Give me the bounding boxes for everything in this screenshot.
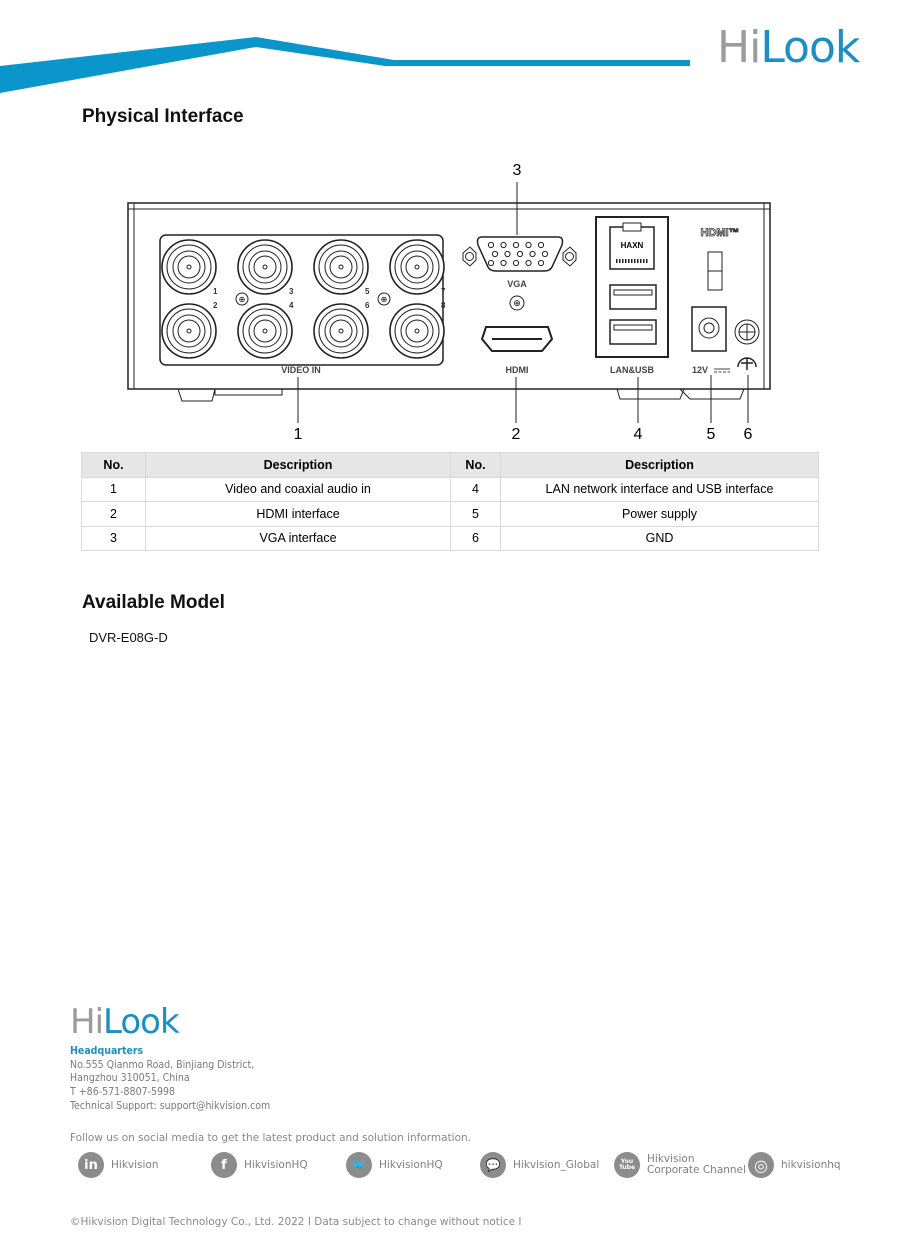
bnc-connector-icon — [390, 240, 444, 294]
vga-pin — [517, 251, 522, 256]
screw-icon — [236, 293, 248, 305]
svg-text:⊕: ⊕ — [513, 298, 521, 308]
social-linkedin[interactable] — [78, 1152, 159, 1178]
bnc-number-label: 6 — [365, 301, 370, 310]
bnc-number-label: 4 — [289, 301, 294, 310]
instagram-icon: ◎ — [748, 1152, 774, 1178]
bnc-number-label: 1 — [213, 287, 218, 296]
social-facebook[interactable] — [211, 1152, 308, 1178]
vga-pin — [513, 260, 518, 265]
bnc-connector-icon — [314, 240, 368, 294]
follow-text: Follow us on social media to get the latest product and solution information. — [70, 1132, 472, 1144]
rj45-mark: HAXN — [620, 241, 644, 250]
headquarters-label: Headquarters — [70, 1045, 144, 1057]
social-label: Hikvision — [647, 1153, 695, 1165]
interface-table — [81, 452, 819, 551]
lan-usb-label: LAN&USB — [610, 365, 654, 375]
social-label: Hikvision_Global — [513, 1159, 600, 1171]
usb-port-icon — [610, 285, 656, 309]
vga-pin — [488, 242, 493, 247]
section-title-available-model: Available Model — [82, 592, 225, 613]
hdmi-logo: HDMI™ — [700, 227, 740, 239]
callout-6: 6 — [743, 426, 753, 443]
ground-screw-icon — [735, 320, 759, 344]
phone-number: T +86-571-8807-5998 — [70, 1086, 176, 1099]
wechat-icon: 💬 — [480, 1152, 506, 1178]
vga-pin — [488, 260, 493, 265]
callout-4: 4 — [633, 426, 643, 443]
cell-no: 1 — [82, 477, 146, 502]
hilook-footer-logo: HiLook — [70, 1002, 179, 1042]
cell-description: HDMI interface — [146, 502, 451, 527]
social-wechat[interactable] — [480, 1152, 599, 1178]
table-row — [82, 526, 819, 551]
video-in-label: VIDEO IN — [281, 365, 321, 375]
cell-description: VGA interface — [146, 526, 451, 551]
cell-description: Video and coaxial audio in — [146, 477, 451, 502]
social-instagram[interactable] — [748, 1152, 841, 1178]
social-label: hikvisionhq — [781, 1159, 841, 1171]
vga-pin — [492, 251, 497, 256]
social-youtube[interactable] — [614, 1152, 746, 1178]
header-no: No. — [451, 453, 501, 478]
social-label: Hikvision — [111, 1159, 159, 1171]
cell-description: GND — [501, 526, 819, 551]
social-label: HikvisionHQ — [379, 1159, 443, 1171]
rear-panel-diagram — [120, 155, 800, 450]
bnc-connector-icon — [162, 304, 216, 358]
callout-2: 2 — [511, 426, 521, 443]
header-no: No. — [82, 453, 146, 478]
footer-contact — [70, 1045, 270, 1114]
header-description: Description — [501, 453, 819, 478]
vga-pin — [538, 242, 543, 247]
bnc-connector-icon — [162, 240, 216, 294]
vga-label: VGA — [507, 279, 527, 289]
vga-pin — [526, 242, 531, 247]
bnc-connector-icon — [238, 240, 292, 294]
twitter-icon: 🐦 — [346, 1152, 372, 1178]
social-label: Corporate Channel — [647, 1164, 746, 1176]
callout-3: 3 — [512, 162, 522, 179]
section-title-physical-interface: Physical Interface — [82, 106, 244, 127]
cell-no: 3 — [82, 526, 146, 551]
svg-text:⊕: ⊕ — [238, 295, 246, 304]
copyright-notice: ©Hikvision Digital Technology Co., Ltd. 2022 I Data subject to change without notice I — [70, 1216, 522, 1228]
address-line: Hangzhou 310051, China — [70, 1072, 190, 1085]
table-header-row — [82, 453, 819, 478]
youtube-icon: You Tube — [614, 1152, 640, 1178]
bnc-number-label: 5 — [365, 287, 370, 296]
social-twitter[interactable] — [346, 1152, 443, 1178]
usb-port-icon — [610, 320, 656, 344]
social-label: HikvisionHQ — [244, 1159, 308, 1171]
vga-pin — [530, 251, 535, 256]
vga-pin — [501, 242, 506, 247]
bnc-number-label: 7 — [441, 287, 446, 296]
table-row — [82, 502, 819, 527]
support-email[interactable]: Technical Support: support@hikvision.com — [70, 1099, 271, 1112]
bnc-connector-icon — [238, 304, 292, 358]
cell-description: Power supply — [501, 502, 819, 527]
bnc-number-label: 2 — [213, 301, 218, 310]
callout-1: 1 — [293, 426, 303, 443]
vga-pin — [526, 260, 531, 265]
hilook-logo: HiLook — [717, 22, 860, 73]
vga-pin — [542, 251, 547, 256]
cell-no: 4 — [451, 477, 501, 502]
svg-text:⊕: ⊕ — [380, 295, 388, 304]
cell-no: 6 — [451, 526, 501, 551]
vga-pin — [505, 251, 510, 256]
bnc-connector-icon — [390, 304, 444, 358]
power-label: 12V — [691, 365, 709, 375]
header-description: Description — [146, 453, 451, 478]
bnc-number-label: 8 — [441, 301, 446, 310]
cell-description: LAN network interface and USB interface — [501, 477, 819, 502]
vga-pin — [501, 260, 506, 265]
address-line: No.555 Qianmo Road, Binjiang District, — [70, 1058, 255, 1071]
facebook-icon: f — [211, 1152, 237, 1178]
model-number: DVR-E08G-D — [89, 630, 168, 645]
vga-pin — [513, 242, 518, 247]
table-row — [82, 477, 819, 502]
cell-no: 5 — [451, 502, 501, 527]
callout-5: 5 — [706, 426, 716, 443]
cell-no: 2 — [82, 502, 146, 527]
vga-pin — [538, 260, 543, 265]
linkedin-icon: in — [78, 1152, 104, 1178]
bnc-connector-icon — [314, 304, 368, 358]
hdmi-label: HDMI — [505, 365, 529, 375]
screw-icon — [378, 293, 390, 305]
bnc-number-label: 3 — [289, 287, 294, 296]
